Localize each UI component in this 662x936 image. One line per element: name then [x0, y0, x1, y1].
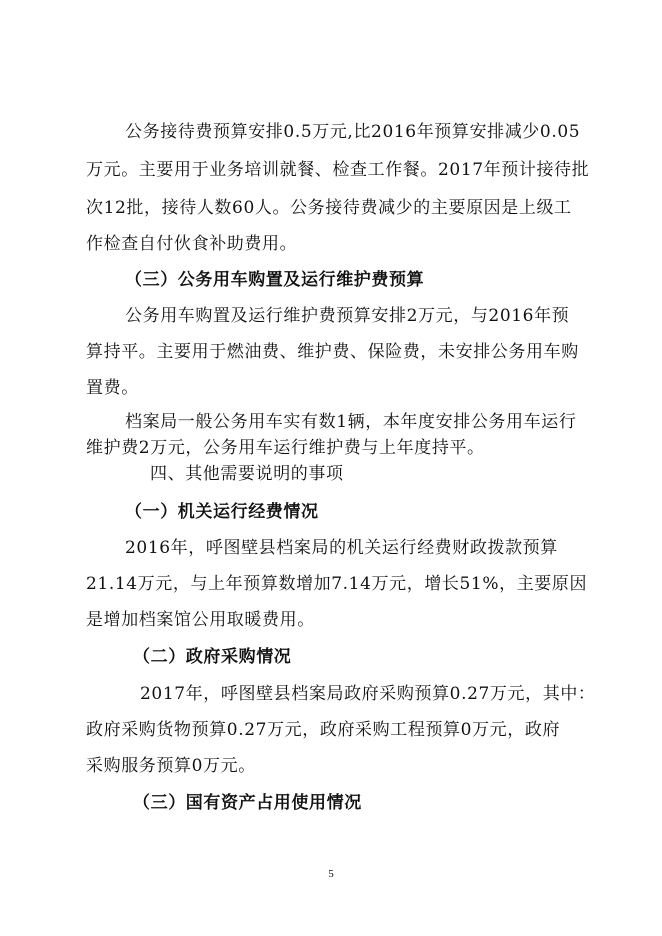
paragraph-line: 维护费2万元，公务用车运行维护费与上年度持平。 [86, 438, 485, 458]
paragraph-line: 置费。 [86, 378, 139, 398]
section-heading-assets: （三）国有资产占用使用情况 [133, 793, 362, 813]
paragraph-line: 是增加档案馆公用取暖费用。 [86, 610, 315, 630]
paragraph-line: 算持平。主要用于燃油费、维护费、保险费，未安排公务用车购 [86, 342, 579, 362]
paragraph-line: 政府采购货物预算0.27万元，政府采购工程预算0万元，政府 [86, 720, 561, 740]
section-heading-operation: （一）机关运行经费情况 [125, 502, 319, 522]
paragraph-line: 万元。主要用于业务培训就餐、检查工作餐。2017年预计接待批 [86, 160, 590, 180]
section-heading-vehicle: （三）公务用车购置及运行维护费预算 [125, 270, 425, 290]
paragraph-line: 2016年，呼图壁县档案局的机关运行经费财政拨款预算 [125, 538, 558, 558]
paragraph-line: 21.14万元，与上年预算数增加7.14万元，增长51%，主要原因 [86, 574, 588, 594]
paragraph-line: 档案局一般公务用车实有数1辆，本年度安排公务用车运行 [125, 412, 577, 432]
paragraph-line: 2017年，呼图壁县档案局政府采购预算0.27万元，其中： [140, 684, 596, 704]
paragraph-line: 公务接待费预算安排0.5万元,比2016年预算安排减少0.05 [125, 122, 581, 142]
paragraph-line: 公务用车购置及运行维护费预算安排2万元，与2016年预 [125, 306, 570, 326]
page-number: 5 [328, 868, 334, 880]
section-heading-procurement: （二）政府采购情况 [133, 647, 292, 667]
paragraph-line: 作检查自付伙食补助费用。 [86, 234, 298, 254]
paragraph-line: 次12批，接待人数60人。公务接待费减少的主要原因是上级工 [86, 198, 572, 218]
paragraph-line: 采购服务预算0万元。 [86, 756, 256, 776]
section-heading-other: 四、其他需要说明的事项 [150, 464, 344, 484]
